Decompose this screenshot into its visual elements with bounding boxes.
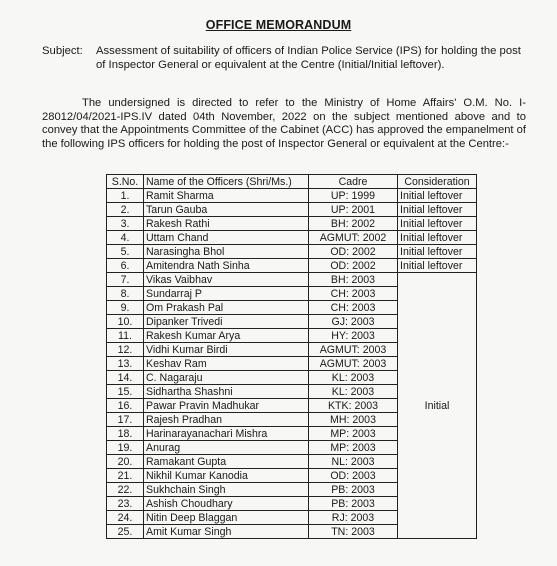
body-paragraph — [42, 97, 526, 151]
cell-cadre: KL: 2003 — [309, 385, 398, 399]
cell-sno: 9. — [107, 301, 144, 315]
cell-cadre: GJ: 2003 — [309, 315, 398, 329]
cell-officer-name: Vikas Vaibhav — [144, 273, 309, 287]
subject-text: Assessment of suitability of officers of Indian Police Service (IPS) for holding the post of Inspector General or equivalent at the Centre (Initial/Initial leftover). — [96, 45, 521, 71]
table-row — [107, 203, 477, 217]
cell-cadre: TN: 2003 — [309, 525, 398, 539]
cell-cadre: AGMUT: 2003 — [309, 343, 398, 357]
cell-cadre: AGMUT: 2003 — [309, 357, 398, 371]
cell-cadre: RJ: 2003 — [309, 511, 398, 525]
cell-cadre: MH: 2003 — [309, 413, 398, 427]
cell-sno: 21. — [107, 469, 144, 483]
header-cadre: Cadre — [309, 175, 398, 189]
cell-officer-name: Keshav Ram — [144, 357, 309, 371]
header-name: Name of the Officers (Shri/Ms.) — [144, 175, 309, 189]
cell-officer-name: Amitendra Nath Sinha — [144, 259, 309, 273]
body-text: The undersigned is directed to refer to the Ministry of Home Affairs' O.M. No. I-28012/04/2021-IPS.IV dated 04th November, 2022 on the subject mentioned above and to convey that the Appointments Committee of the Cabinet (ACC) has approved the empanelment of the following IPS officers for holding the post of Inspector General or equivalent at the Centre:- — [42, 97, 526, 150]
cell-sno: 18. — [107, 427, 144, 441]
cell-cadre: OD: 2002 — [309, 259, 398, 273]
cell-cadre: OD: 2002 — [309, 245, 398, 259]
cell-officer-name: Ramit Sharma — [144, 189, 309, 203]
header-sno: S.No. — [107, 175, 144, 189]
cell-officer-name: Harinarayanachari Mishra — [144, 427, 309, 441]
cell-sno: 22. — [107, 483, 144, 497]
cell-sno: 15. — [107, 385, 144, 399]
cell-officer-name: Amit Kumar Singh — [144, 525, 309, 539]
cell-cadre: CH: 2003 — [309, 301, 398, 315]
cell-sno: 8. — [107, 287, 144, 301]
cell-cadre: HY: 2003 — [309, 329, 398, 343]
cell-sno: 20. — [107, 455, 144, 469]
cell-sno: 10. — [107, 315, 144, 329]
cell-cadre: UP: 1999 — [309, 189, 398, 203]
subject-label: Subject: — [42, 45, 83, 57]
cell-consideration: Initial leftover — [398, 245, 477, 259]
cell-sno: 11. — [107, 329, 144, 343]
cell-sno: 4. — [107, 231, 144, 245]
cell-officer-name: Sundarraj P — [144, 287, 309, 301]
header-consideration: Consideration — [398, 175, 477, 189]
cell-cadre: MP: 2003 — [309, 441, 398, 455]
cell-officer-name: Sidhartha Shashni — [144, 385, 309, 399]
cell-consideration-merged: Initial — [398, 273, 477, 539]
cell-officer-name: Nikhil Kumar Kanodia — [144, 469, 309, 483]
cell-officer-name: Rajesh Pradhan — [144, 413, 309, 427]
cell-officer-name: Om Prakash Pal — [144, 301, 309, 315]
cell-sno: 1. — [107, 189, 144, 203]
cell-sno: 16. — [107, 399, 144, 413]
officers-table — [106, 174, 477, 539]
cell-cadre: MP: 2003 — [309, 427, 398, 441]
cell-sno: 14. — [107, 371, 144, 385]
cell-officer-name: Sukhchain Singh — [144, 483, 309, 497]
cell-sno: 19. — [107, 441, 144, 455]
cell-consideration: Initial leftover — [398, 259, 477, 273]
table-row — [107, 231, 477, 245]
cell-officer-name: Anurag — [144, 441, 309, 455]
cell-cadre: BH: 2003 — [309, 273, 398, 287]
table-row — [107, 217, 477, 231]
cell-sno: 24. — [107, 511, 144, 525]
cell-officer-name: C. Nagaraju — [144, 371, 309, 385]
table-row — [107, 189, 477, 203]
cell-cadre: NL: 2003 — [309, 455, 398, 469]
cell-sno: 13. — [107, 357, 144, 371]
cutoff-fade — [0, 556, 557, 566]
cell-cadre: OD: 2003 — [309, 469, 398, 483]
cell-consideration: Initial leftover — [398, 217, 477, 231]
cell-officer-name: Ramakant Gupta — [144, 455, 309, 469]
cell-sno: 3. — [107, 217, 144, 231]
cell-consideration: Initial leftover — [398, 203, 477, 217]
cell-sno: 25. — [107, 525, 144, 539]
cell-consideration: Initial leftover — [398, 231, 477, 245]
cell-cadre: PB: 2003 — [309, 483, 398, 497]
cell-officer-name: Vidhi Kumar Birdi — [144, 343, 309, 357]
cell-sno: 17. — [107, 413, 144, 427]
cell-officer-name: Narasingha Bhol — [144, 245, 309, 259]
cell-officer-name: Rakesh Kumar Arya — [144, 329, 309, 343]
cell-officer-name: Pawar Pravin Madhukar — [144, 399, 309, 413]
cell-sno: 12. — [107, 343, 144, 357]
cell-officer-name: Ashish Choudhary — [144, 497, 309, 511]
table-header-row — [107, 175, 477, 189]
cell-cadre: KTK: 2003 — [309, 399, 398, 413]
cell-cadre: KL: 2003 — [309, 371, 398, 385]
cell-officer-name: Uttam Chand — [144, 231, 309, 245]
cell-cadre: AGMUT: 2002 — [309, 231, 398, 245]
cell-sno: 5. — [107, 245, 144, 259]
cell-cadre: PB: 2003 — [309, 497, 398, 511]
cell-sno: 23. — [107, 497, 144, 511]
cell-officer-name: Tarun Gauba — [144, 203, 309, 217]
cell-consideration: Initial leftover — [398, 189, 477, 203]
cell-officer-name: Rakesh Rathi — [144, 217, 309, 231]
table-row — [107, 273, 477, 287]
table-row — [107, 245, 477, 259]
cell-sno: 7. — [107, 273, 144, 287]
cell-cadre: CH: 2003 — [309, 287, 398, 301]
cell-cadre: UP: 2001 — [309, 203, 398, 217]
cell-officer-name: Dipanker Trivedi — [144, 315, 309, 329]
cell-cadre: BH: 2002 — [309, 217, 398, 231]
table-row — [107, 259, 477, 273]
document-title: OFFICE MEMORANDUM — [205, 18, 352, 32]
cell-sno: 2. — [107, 203, 144, 217]
subject-block — [42, 44, 522, 72]
cell-sno: 6. — [107, 259, 144, 273]
cell-officer-name: Nitin Deep Blaggan — [144, 511, 309, 525]
